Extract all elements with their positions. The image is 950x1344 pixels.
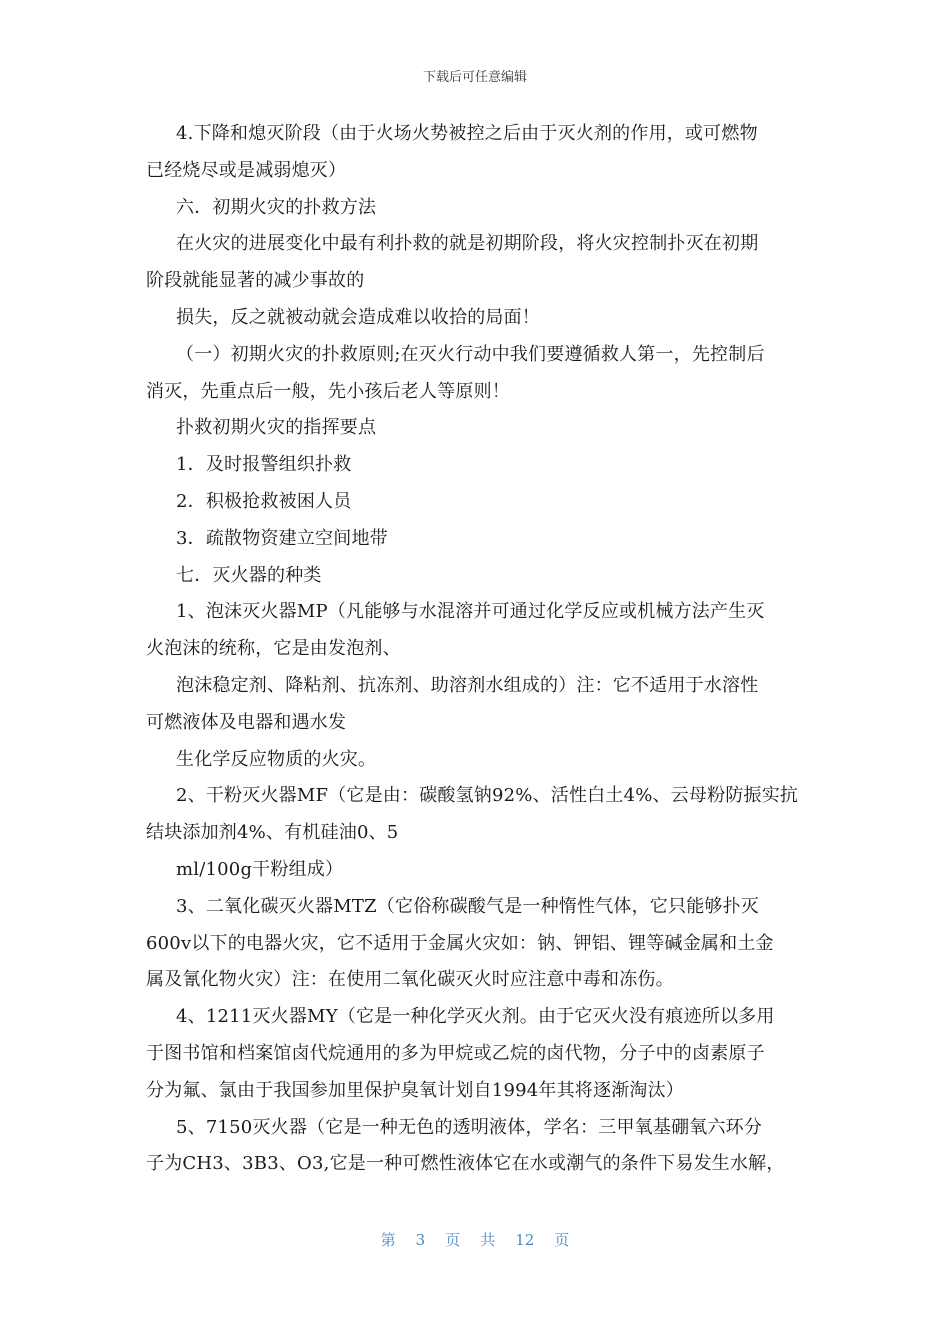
page-footer: [0, 1229, 950, 1250]
text-line: 损失，反之就被动就会造成难以收拾的局面！: [176, 306, 540, 328]
text-line: 于图书馆和档案馆卤代烷通用的多为甲烷或乙烷的卤代物，分子中的卤素原子: [146, 1042, 765, 1064]
text-line: 4、1211灭火器MY（它是一种化学灭火剂。由于它灭火没有痕迹所以多用: [176, 1006, 775, 1028]
text-line: 600v以下的电器火灾，它不适用于金属火灾如：钠、钾铝、锂等碱金属和土金: [146, 932, 774, 954]
text-line: 扑救初期火灾的指挥要点: [176, 417, 377, 439]
text-line: 结块添加剂4%、有机硅油0、5: [146, 822, 399, 844]
text-line: 已经烧尽或是减弱熄灭）: [146, 159, 347, 181]
text-line: ml/100g干粉组成）: [176, 858, 344, 880]
footer-word-ye-2: 页: [554, 1231, 570, 1249]
text-line: 1、泡沫灭火器MP（凡能够与水混溶并可通过化学反应或机械方法产生灭: [176, 601, 765, 623]
text-line: 消灭，先重点后一般，先小孩后老人等原则！: [146, 380, 510, 402]
text-line: （一）初期火灾的扑救原则;在灭火行动中我们要遵循救人第一，先控制后: [176, 343, 765, 365]
text-line: 2、干粉灭火器MF（它是由：碳酸氢钠92%、活性白土4%、云母粉防振实抗: [176, 785, 799, 807]
text-line: 5、7150灭火器（它是一种无色的透明液体，学名：三甲氧基硼氧六环分: [176, 1116, 763, 1138]
text-line: 4.下降和熄灭阶段（由于火场火势被控之后由于灭火剂的作用，或可燃物: [176, 123, 758, 144]
footer-word-di: 第: [380, 1231, 396, 1249]
text-line: 2．积极抢救被困人员: [176, 490, 352, 512]
page-header: 下载后可任意编辑: [422, 70, 527, 85]
text-line: 七．灭火器的种类: [176, 564, 322, 586]
text-line: 分为氟、氯由于我国参加里保护臭氧计划自1994年其将逐渐淘汰）: [146, 1079, 685, 1101]
text-line: 1．及时报警组织扑救: [176, 454, 352, 476]
text-line: 3．疏散物资建立空间地带: [176, 527, 388, 549]
text-line: 属及氰化物火灾）注：在使用二氧化碳灭火时应注意中毒和冻伤。: [146, 969, 674, 991]
text-line: 火泡沫的统称，它是由发泡剂、: [146, 638, 401, 660]
footer-word-gong: 共: [480, 1231, 496, 1249]
text-line: 生化学反应物质的火灾。: [176, 748, 377, 770]
text-line: 3、二氧化碳灭火器MTZ（它俗称碳酸气是一种惰性气体，它只能够扑灭: [176, 895, 759, 917]
text-line: 阶段就能显著的减少事故的: [146, 270, 365, 292]
footer-current-page: 3: [415, 1231, 426, 1249]
text-line: 可燃液体及电器和遇水发: [146, 711, 347, 733]
text-line: 在火灾的进展变化中最有利扑救的就是初期阶段，将火灾控制扑灭在初期: [176, 233, 759, 255]
footer-word-ye: 页: [445, 1231, 461, 1249]
text-line: 六．初期火灾的扑救方法: [176, 196, 377, 218]
document-body: [146, 116, 810, 1183]
text-line: 泡沫稳定剂、降粘剂、抗冻剂、助溶剂水组成的）注：它不适用于水溶性: [176, 674, 759, 696]
footer-total-pages: 12: [515, 1231, 535, 1249]
text-line: 子为CH3、3B3、O3,它是一种可燃性液体它在水或潮气的条件下易发生水解，: [146, 1153, 785, 1175]
